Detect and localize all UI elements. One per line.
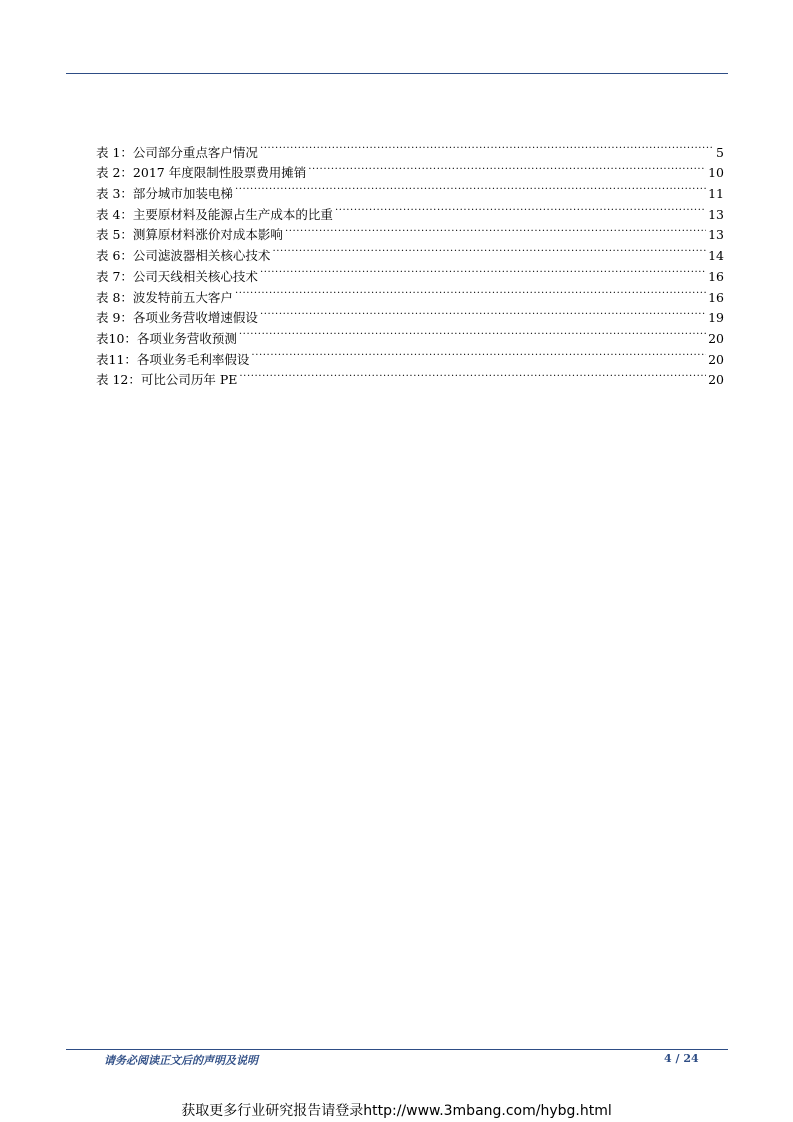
table-of-tables <box>96 136 724 388</box>
toc-entry-label: 表 5：测算原材料涨价对成本影响 <box>96 227 283 243</box>
toc-entry-page: 13 <box>708 227 724 243</box>
toc-entry-page: 19 <box>708 310 724 326</box>
toc-entry-page: 16 <box>708 289 724 305</box>
toc-entry-page: 16 <box>708 268 724 284</box>
toc-entry-page: 20 <box>708 351 724 367</box>
toc-entry-page: 13 <box>708 206 724 222</box>
toc-entry-page: 5 <box>716 144 724 160</box>
toc-entry-label: 表 3：部分城市加装电梯 <box>96 186 233 202</box>
toc-entry-label: 表11：各项业务毛利率假设 <box>96 351 250 367</box>
footer-page-number: 4 / 24 <box>664 1052 699 1065</box>
toc-entry-label: 表 12：可比公司历年 PE <box>96 372 238 388</box>
toc-leader-dots <box>251 343 706 364</box>
footer-rule <box>66 1049 728 1050</box>
toc-entry-label: 表 1：公司部分重点客户情况 <box>96 144 258 160</box>
header-rule <box>66 73 728 74</box>
toc-entry-page: 20 <box>708 330 724 346</box>
toc-entry-page: 14 <box>708 248 724 264</box>
toc-entry-label: 表10：各项业务营收预测 <box>96 330 237 346</box>
toc-leader-dots <box>239 322 706 343</box>
toc-leader-dots <box>235 177 706 198</box>
toc-leader-dots <box>235 281 706 302</box>
footer-disclaimer: 请务必阅读正文后的声明及说明 <box>104 1054 258 1067</box>
toc-entry-page: 20 <box>708 372 724 388</box>
toc-entry-label: 表 2：2017 年度限制性股票费用摊销 <box>96 165 307 181</box>
toc-entry-page: 10 <box>708 165 724 181</box>
toc-leader-dots <box>335 198 706 219</box>
toc-entry-label: 表 6：公司滤波器相关核心技术 <box>96 248 271 264</box>
toc-leader-dots <box>260 136 714 157</box>
toc-entry-page: 11 <box>708 186 724 202</box>
toc-leader-dots <box>260 260 706 281</box>
watermark-link-text[interactable]: 获取更多行业研究报告请登录http://www.3mbang.com/hybg.html <box>181 1103 612 1119</box>
toc-leader-dots <box>272 239 706 260</box>
toc-leader-dots <box>239 364 706 385</box>
toc-entry-label: 表 8：波发特前五大客户 <box>96 289 233 305</box>
toc-leader-dots <box>260 302 706 323</box>
toc-leader-dots <box>308 157 706 178</box>
toc-entry-label: 表 9：各项业务营收增速假设 <box>96 310 258 326</box>
toc-entry-label: 表 4：主要原材料及能源占生产成本的比重 <box>96 206 333 222</box>
toc-entry-label: 表 7：公司天线相关核心技术 <box>96 268 258 284</box>
toc-leader-dots <box>285 219 706 240</box>
toc-entry[interactable] <box>96 136 724 160</box>
